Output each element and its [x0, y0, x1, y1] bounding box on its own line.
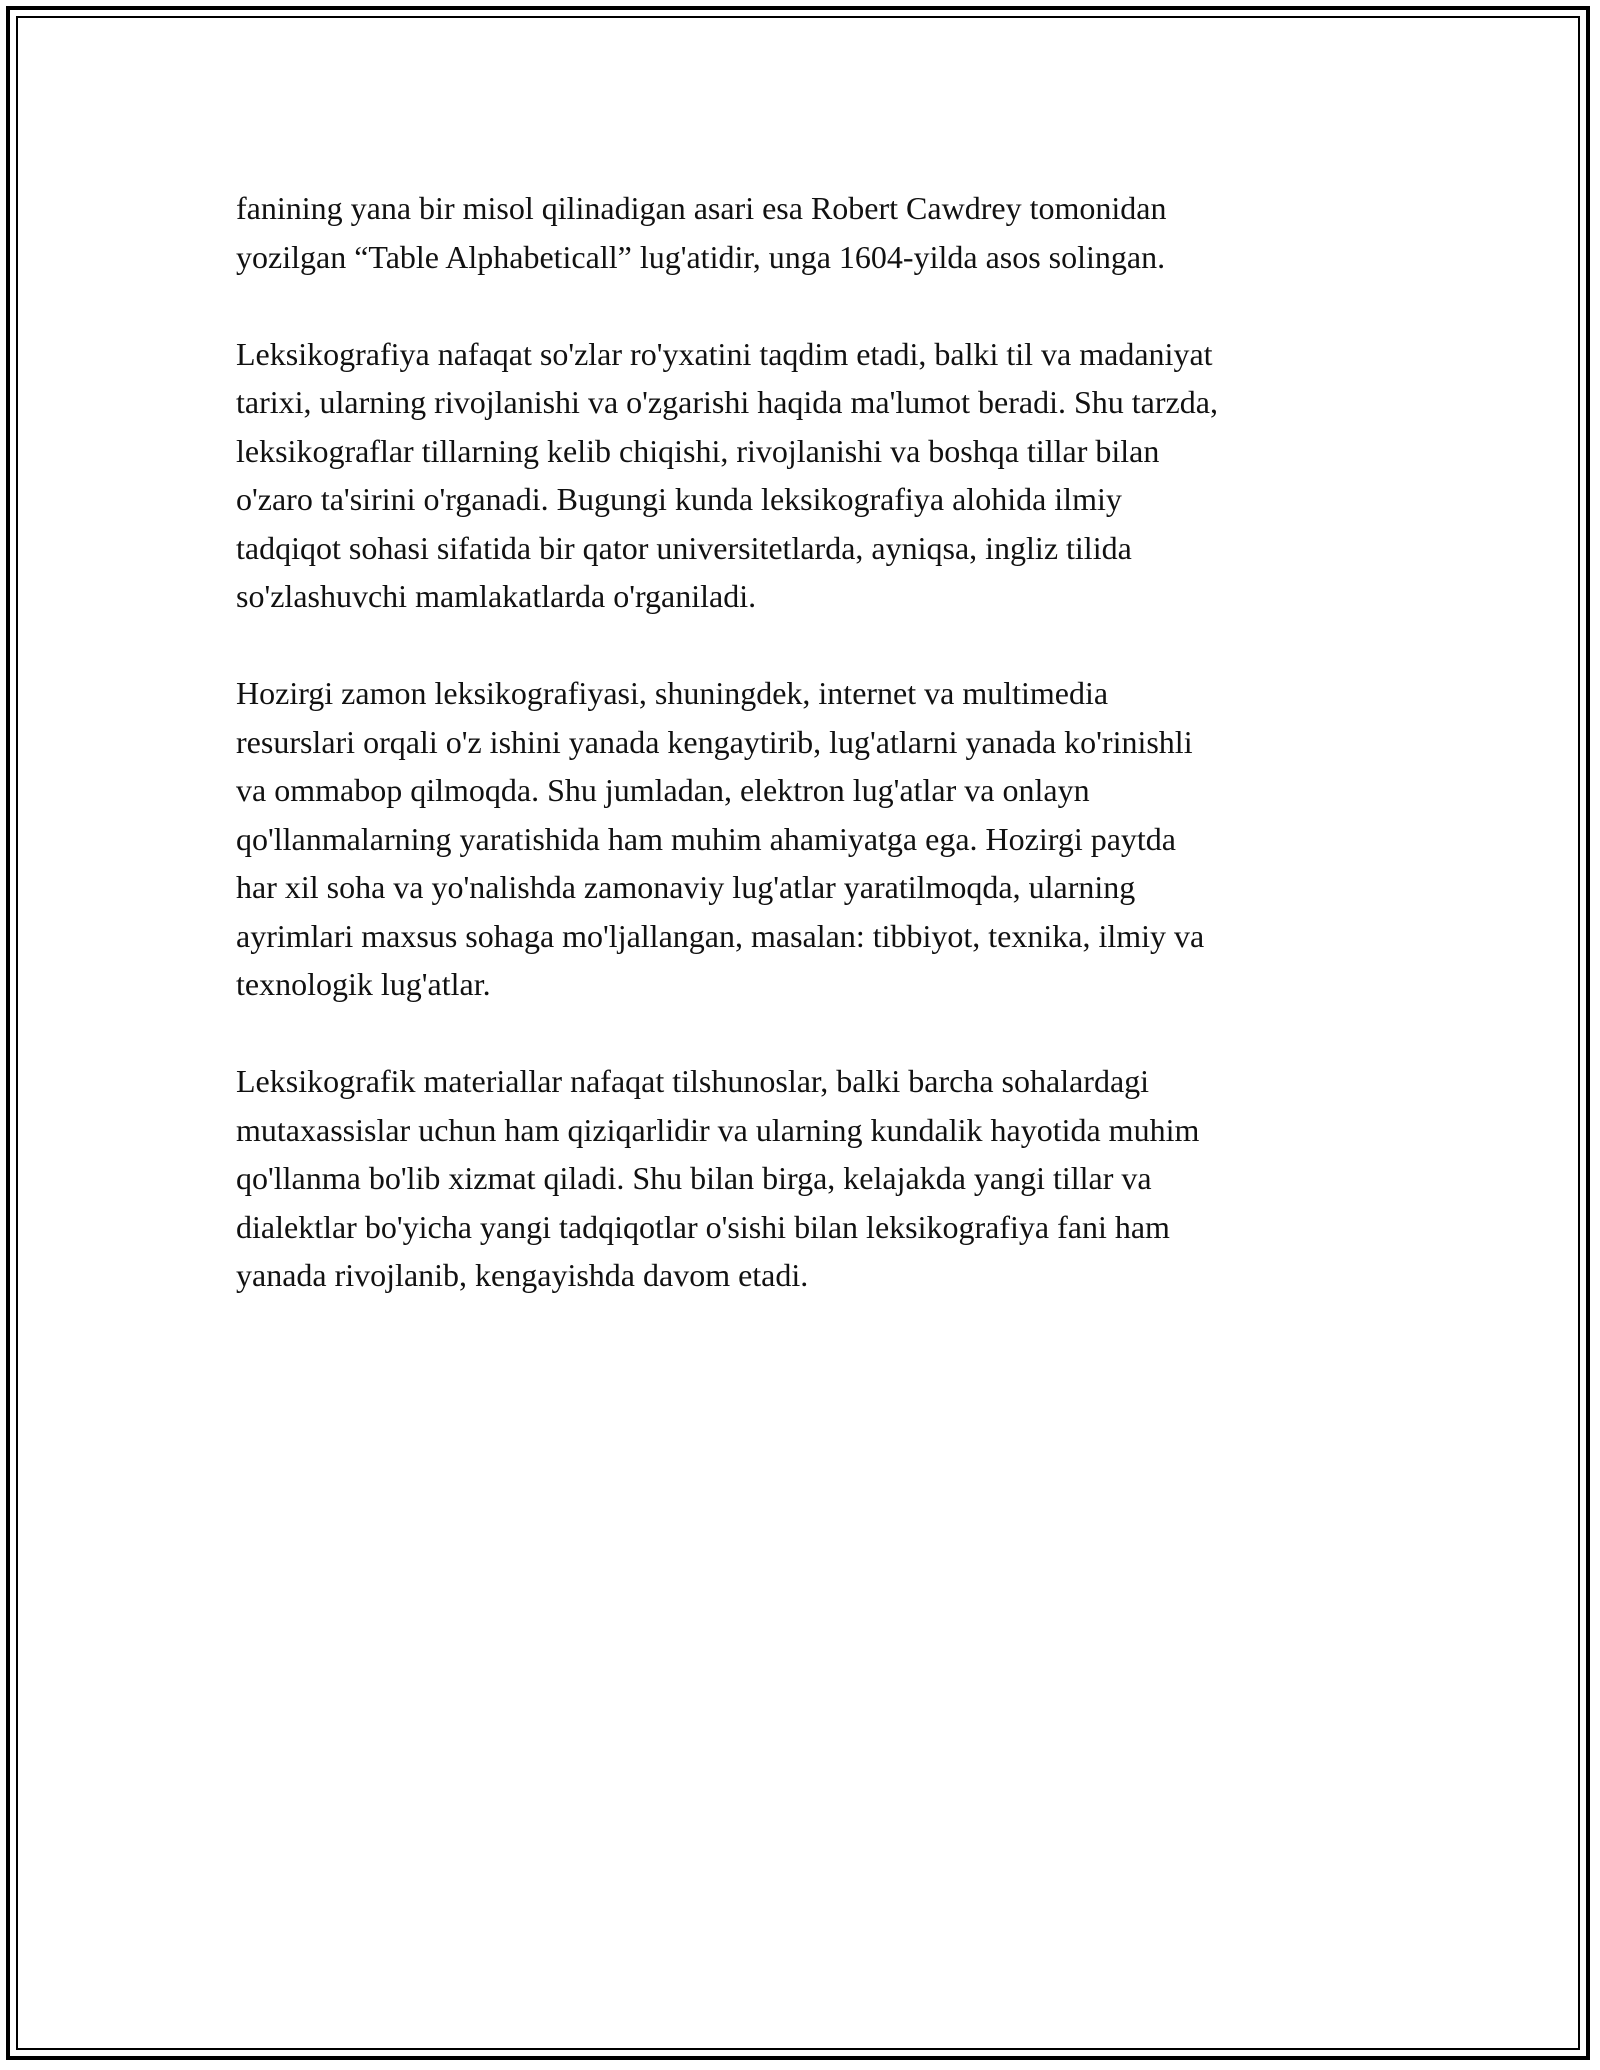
text-line: qo'llanmalarning yaratishida ham muhim ahamiyatga ega. Hozirgi paytda	[236, 820, 1176, 857]
paragraph-3	[236, 669, 1366, 1009]
text-line: fanining yana bir misol qilinadigan asari esa Robert Cawdrey tomonidan	[236, 190, 1167, 226]
paragraph-4	[236, 1057, 1366, 1300]
text-line: qo'llanma bo'lib xizmat qiladi. Shu bilan birga, kelajakda yangi tillar va	[236, 1160, 1152, 1196]
text-line: leksikograflar tillarning kelib chiqishi, rivojlanishi va boshqa tillar bilan	[236, 432, 1160, 469]
text-line: tadqiqot sohasi sifatida bir qator universitetlarda, ayniqsa, ingliz tilida	[236, 529, 1132, 566]
text-line: Hozirgi zamon leksikografiyasi, shuningdek, internet va multimedia	[236, 675, 1109, 711]
paragraph-2	[236, 330, 1366, 621]
text-line: yanada rivojlanib, kengayishda davom etadi.	[236, 1257, 809, 1293]
text-line: Leksikografiya nafaqat so'zlar ro'yxatini taqdim etadi, balki til va madaniyat	[236, 335, 1213, 372]
text-line: resurslari orqali o'z ishini yanada kengaytirib, lug'atlarni yanada ko'rinishli	[236, 723, 1193, 760]
text-line: yozilgan “Table Alphabeticall” lug'atidir, unga 1604-yilda asos solingan.	[236, 238, 1166, 275]
text-line: texnologik lug'atlar.	[236, 966, 491, 1002]
text-line: ayrimlari maxsus sohaga mo'ljallangan, masalan: tibbiyot, texnika, ilmiy va	[236, 917, 1205, 954]
document-body	[236, 184, 1366, 1348]
text-line: o'zaro ta'sirini o'rganadi. Bugungi kunda leksikografiya alohida ilmiy	[236, 481, 1122, 517]
paragraph-1	[236, 184, 1366, 281]
text-line: va ommabop qilmoqda. Shu jumladan, elektron lug'atlar va onlayn	[236, 772, 1090, 808]
text-line: Leksikografik materiallar nafaqat tilshunoslar, balki barcha sohalardagi	[236, 1063, 1150, 1099]
text-line: so'zlashuvchi mamlakatlarda o'rganiladi.	[236, 578, 757, 614]
text-line: dialektlar bo'yicha yangi tadqiqotlar o'sishi bilan leksikografiya fani ham	[236, 1208, 1170, 1245]
text-line: mutaxassislar uchun ham qiziqarlidir va ularning kundalik hayotida muhim	[236, 1111, 1200, 1148]
text-line: har xil soha va yo'nalishda zamonaviy lug'atlar yaratilmoqda, ularning	[236, 869, 1136, 905]
text-line: tarixi, ularning rivojlanishi va o'zgarishi haqida ma'lumot beradi. Shu tarzda,	[236, 384, 1218, 420]
